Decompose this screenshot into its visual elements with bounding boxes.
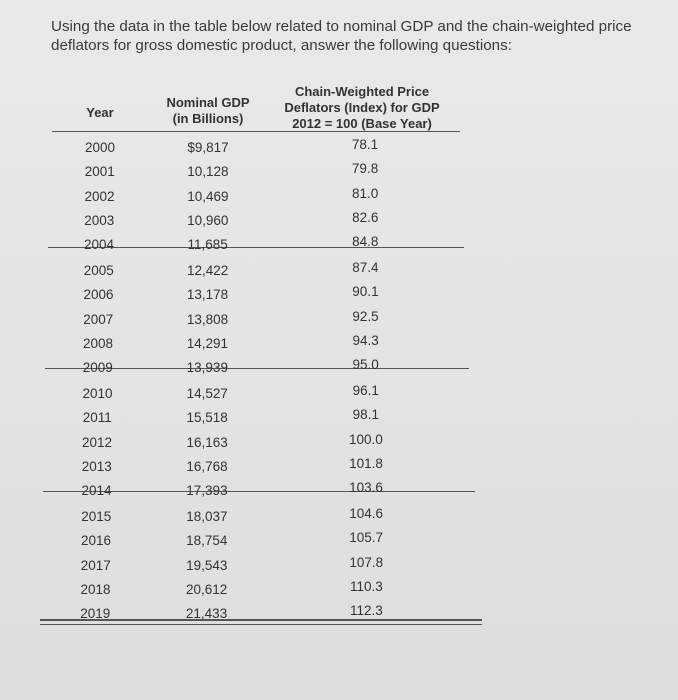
year-cell: 2019 xyxy=(80,606,111,622)
year-cell: 2015 xyxy=(81,509,112,524)
year-cell: 2011 xyxy=(82,410,112,426)
year-cell: 2005 xyxy=(83,263,114,278)
deflator-cell: 79.8 xyxy=(351,161,379,177)
nominal-gdp-cell: 16,768 xyxy=(186,458,228,474)
nominal-gdp-cell: 13,178 xyxy=(186,287,229,303)
nominal-gdp-cell: 18,754 xyxy=(186,533,228,549)
deflator-cell: 92.5 xyxy=(352,308,379,324)
header-def-line3: 2012 = 100 (Base Year) xyxy=(292,116,432,131)
question-intro: Using the data in the table below related to nominal GDP and the chain-weighted price deflators for gross domestic product, answer the following questions: xyxy=(51,18,632,54)
header-gdp-line1: Nominal GDP xyxy=(166,95,250,110)
header-deflator xyxy=(272,84,452,132)
header-gdp-line2: (in Billions) xyxy=(172,111,244,126)
nominal-gdp-cell: $9,817 xyxy=(187,140,229,155)
deflator-cell: 96.1 xyxy=(352,383,379,398)
year-cell: 2007 xyxy=(83,311,114,327)
nominal-gdp-cell: 14,527 xyxy=(186,386,228,401)
year-cell: 2010 xyxy=(82,386,113,401)
year-cell: 2018 xyxy=(80,581,111,597)
nominal-gdp-cell: 19,543 xyxy=(186,557,228,573)
nominal-gdp-cell: 10,960 xyxy=(187,212,229,228)
deflator-cell: 87.4 xyxy=(352,260,379,275)
year-cell: 2014 xyxy=(81,483,112,499)
nominal-gdp-cell: 15,518 xyxy=(186,410,228,426)
header-def-line1: Chain-Weighted Price xyxy=(294,84,430,99)
nominal-gdp-cell: 12,422 xyxy=(186,263,229,278)
deflator-cell: 100.0 xyxy=(348,431,383,447)
year-cell: 2004 xyxy=(83,237,115,253)
deflator-cell: 78.1 xyxy=(351,137,379,152)
deflator-cell: 110.3 xyxy=(349,578,383,594)
nominal-gdp-cell: 21,433 xyxy=(185,606,228,622)
nominal-gdp-cell: 14,291 xyxy=(186,335,229,351)
deflator-cell: 112.3 xyxy=(350,603,383,619)
deflator-cell: 84.8 xyxy=(352,234,379,250)
deflator-cell: 98.1 xyxy=(352,407,379,423)
nominal-gdp-cell: 17,393 xyxy=(186,483,228,499)
year-cell: 2009 xyxy=(82,360,113,376)
nominal-gdp-cell: 10,469 xyxy=(187,188,229,204)
nominal-gdp-cell: 16,163 xyxy=(186,434,228,450)
year-cell: 2006 xyxy=(83,287,114,303)
deflator-cell: 104.6 xyxy=(349,506,384,521)
year-cell: 2000 xyxy=(84,140,116,155)
deflator-cell: 107.8 xyxy=(349,554,384,570)
deflator-cell: 81.0 xyxy=(352,185,379,201)
deflator-cell: 82.6 xyxy=(352,209,379,225)
deflator-cell: 94.3 xyxy=(352,332,379,348)
nominal-gdp-cell: 13,808 xyxy=(186,311,229,327)
deflator-cell: 95.0 xyxy=(352,357,379,373)
nominal-gdp-cell: 10,128 xyxy=(187,164,229,180)
header-nominal-gdp xyxy=(148,95,268,127)
nominal-gdp-cell: 13,939 xyxy=(186,360,228,376)
deflator-cell: 103.6 xyxy=(349,480,383,496)
nominal-gdp-cell: 11,685 xyxy=(187,237,228,253)
nominal-gdp-cell: 20,612 xyxy=(185,581,228,597)
year-cell: 2016 xyxy=(80,533,112,549)
header-def-line2: Deflators (Index) for GDP xyxy=(284,100,440,115)
year-cell: 2001 xyxy=(84,164,115,180)
year-cell: 2012 xyxy=(81,434,113,450)
header-year: Year xyxy=(86,105,114,120)
year-cell: 2003 xyxy=(84,212,115,228)
year-cell: 2008 xyxy=(82,335,114,351)
bottom-rule xyxy=(40,624,482,625)
year-cell: 2017 xyxy=(80,557,111,573)
header-rule xyxy=(52,131,460,132)
nominal-gdp-cell: 18,037 xyxy=(186,509,228,524)
year-cell: 2013 xyxy=(81,458,112,474)
deflator-cell: 90.1 xyxy=(352,284,379,300)
year-cell: 2002 xyxy=(84,188,115,204)
deflator-cell: 105.7 xyxy=(349,530,384,546)
deflator-cell: 101.8 xyxy=(349,455,383,471)
